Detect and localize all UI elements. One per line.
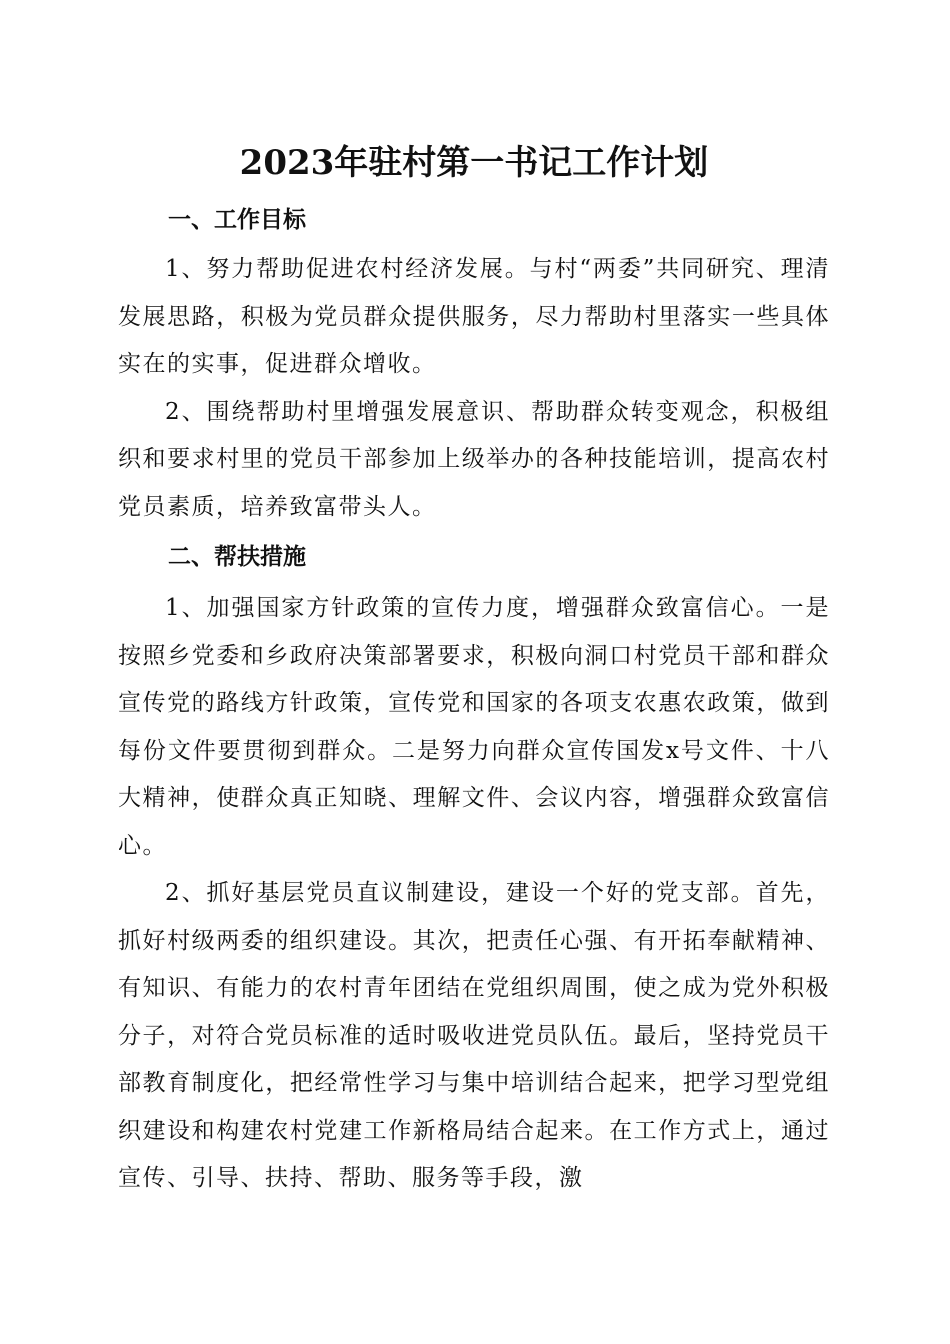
section-heading-goals: 一、工作目标 <box>168 207 306 233</box>
measures-paragraph-1: 1、加强国家方针政策的宣传力度，增强群众致富信心。一是按照乡党委和乡政府决策部署要求，积极向洞口村党员干部和群众宣传党的路线方针政策，宣传党和国家的各项支农惠农政策，做到每份文件要贯彻到群众。二是努力向群众宣传国发x号文件、十八大精神，使群众真正知晓、理解文件、会议内容，增强群众致富信心。 <box>118 595 830 859</box>
measures-paragraph-2: 2、抓好基层党员直议制建设，建设一个好的党支部。首先，抓好村级两委的组织建设。其次，把责任心强、有开拓奉献精神、有知识、有能力的农村青年团结在党组织周围，使之成为党外积极分子，对符合党员标准的适时吸收进党员队伍。最后，坚持党员干部教育制度化，把经常性学习与集中培训结合起来，把学习型党组织建设和构建农村党建工作新格局结合起来。在工作方式上，通过宣传、引导、扶持、帮助、服务等手段，激 <box>118 880 830 1191</box>
document-title: 2023年驻村第一书记工作计划 <box>239 143 709 183</box>
section-heading-measures: 二、帮扶措施 <box>168 544 306 570</box>
goals-paragraph-1: 1、努力帮助促进农村经济发展。与村“两委”共同研究、理清发展思路，积极为党员群众提供服务，尽力帮助村里落实一些具体实在的实事，促进群众增收。 <box>118 256 830 377</box>
document-body <box>118 132 830 1203</box>
goals-paragraph-2: 2、围绕帮助村里增强发展意识、帮助群众转变观念，积极组织和要求村里的党员干部参加上级举办的各种技能培训，提高农村党员素质，培养致富带头人。 <box>118 398 830 520</box>
